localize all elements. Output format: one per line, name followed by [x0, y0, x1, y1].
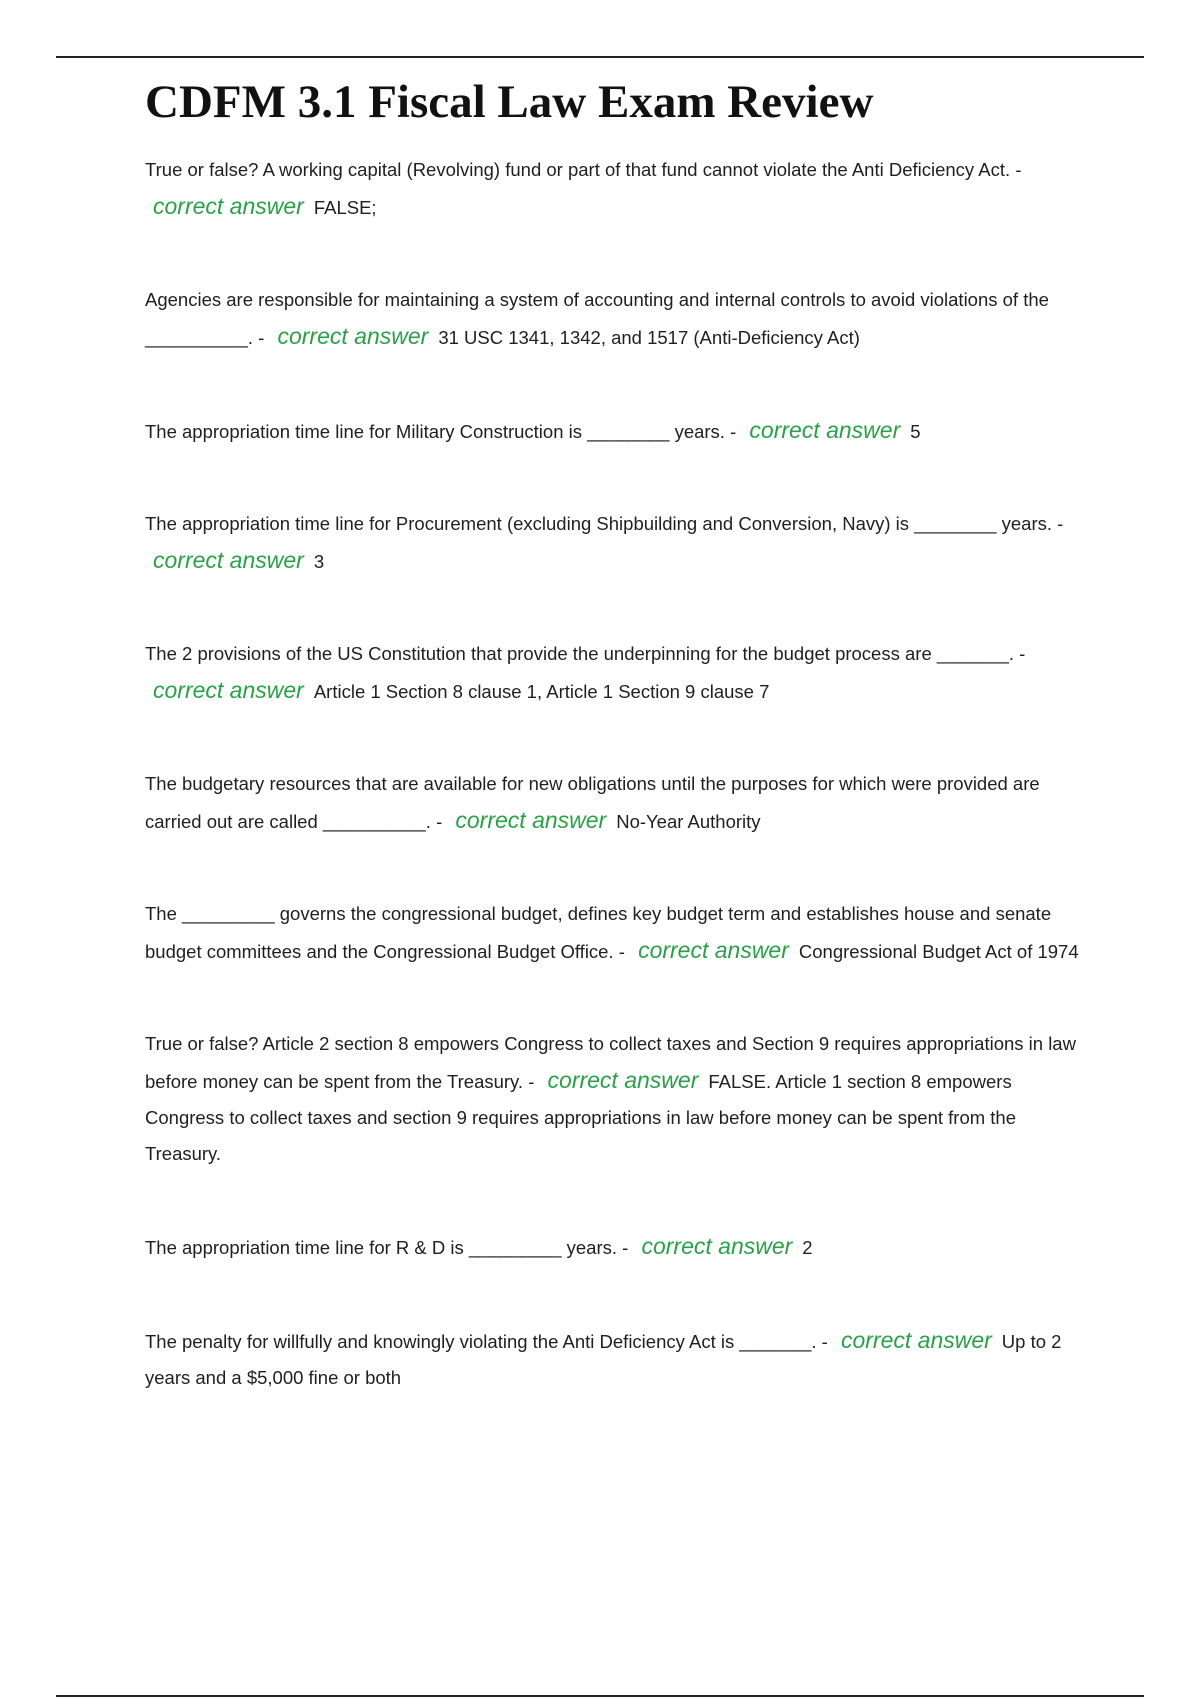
correct-answer-label: correct answer: [840, 1327, 992, 1353]
answer-text: No-Year Authority: [616, 811, 761, 832]
question-text: The appropriation time line for Procurement (excluding Shipbuilding and Conversion, Navy) is ________ years.: [145, 513, 1052, 534]
question-text: The budgetary resources that are available for new obligations until the purposes for which were provided are carried out are called __________.: [145, 773, 1040, 832]
qa-item-7: [145, 896, 1095, 970]
question-text: Agencies are responsible for maintaining a system of accounting and internal controls to avoid violations of the __________.: [145, 289, 1049, 348]
question-text: The penalty for willfully and knowingly violating the Anti Deficiency Act is _______.: [145, 1331, 817, 1352]
qa-item-5: [145, 636, 1095, 710]
top-rule: [56, 56, 1144, 58]
correct-answer-label: correct answer: [641, 1233, 793, 1259]
qa-item-8: [145, 1026, 1095, 1172]
qa-item-3: [145, 412, 1095, 450]
correct-answer-label: correct answer: [547, 1067, 699, 1093]
question-text: The 2 provisions of the US Constitution that provide the underpinning for the budget process are _______.: [145, 643, 1015, 664]
correct-answer-label: correct answer: [153, 193, 304, 219]
answer-text: Congressional Budget Act of 1974: [798, 941, 1079, 962]
question-text: The appropriation time line for R & D is _________ years.: [145, 1237, 618, 1258]
answer-text: FALSE. Article 1 section 8 empowers Congress to collect taxes and section 9 requires appropriations in law before money can be spent from the Treasury.: [145, 1071, 1017, 1164]
question-text: True or false? A working capital (Revolving) fund or part of that fund cannot violate the Anti Deficiency Act.: [145, 159, 1011, 180]
answer-text: FALSE;: [313, 197, 377, 218]
qa-item-4: [145, 506, 1095, 580]
separator: -: [724, 421, 742, 442]
answer-text: 5: [910, 421, 921, 442]
answer-text: 2: [802, 1237, 813, 1258]
question-text: The appropriation time line for Military Construction is ________ years.: [145, 421, 725, 442]
question-text: True or false? Article 2 section 8 empowers Congress to collect taxes and Section 9 requires appropriations in law before money can be spent from the Treasury.: [145, 1033, 1076, 1092]
correct-answer-label: correct answer: [749, 417, 901, 443]
separator: -: [1014, 643, 1026, 664]
qa-item-1: [145, 152, 1095, 226]
separator: -: [816, 1331, 833, 1352]
separator: -: [617, 1237, 634, 1258]
correct-answer-label: correct answer: [153, 547, 304, 573]
separator: -: [253, 327, 270, 348]
document-page: [145, 70, 1095, 1396]
qa-item-10: [145, 1322, 1095, 1396]
correct-answer-label: correct answer: [455, 807, 607, 833]
separator: -: [523, 1071, 540, 1092]
bottom-rule: [56, 1695, 1144, 1697]
answer-text: Up to 2 years and a $5,000 fine or both: [145, 1331, 1062, 1388]
separator: -: [1052, 513, 1064, 534]
question-text: The _________ governs the congressional budget, defines key budget term and establishes house and senate budget committees and the Congressional Budget Office.: [145, 903, 1052, 962]
qa-item-6: [145, 766, 1095, 840]
correct-answer-label: correct answer: [638, 937, 789, 963]
correct-answer-label: correct answer: [153, 677, 304, 703]
separator: -: [1010, 159, 1022, 180]
separator: -: [613, 941, 631, 962]
answer-text: Article 1 Section 8 clause 1, Article 1 Section 9 clause 7: [313, 681, 770, 702]
answer-text: 31 USC 1341, 1342, and 1517 (Anti-Deficiency Act): [438, 327, 860, 348]
answer-text: 3: [313, 551, 325, 572]
document-title: CDFM 3.1 Fiscal Law Exam Review: [145, 76, 874, 128]
correct-answer-label: correct answer: [277, 323, 429, 349]
qa-item-2: [145, 282, 1095, 356]
qa-item-9: [145, 1228, 1095, 1266]
separator: -: [430, 811, 448, 832]
